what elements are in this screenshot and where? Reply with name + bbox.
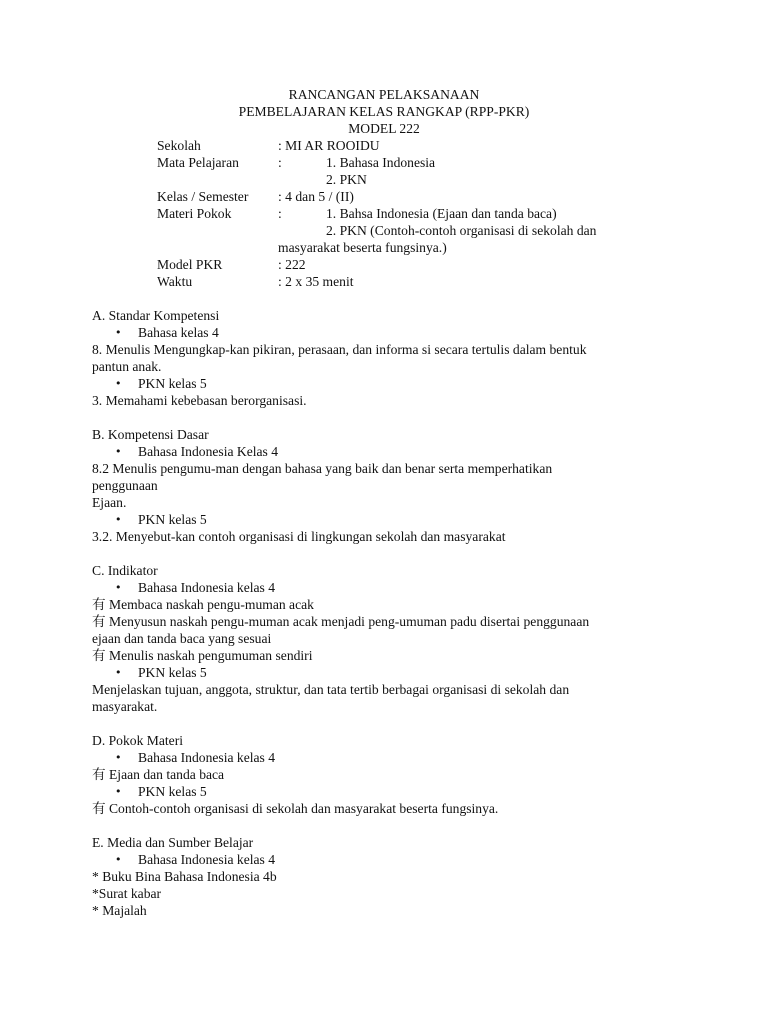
bullet-label: Bahasa Indonesia kelas 4 [138,852,276,867]
waktu-label: Waktu [157,274,193,289]
materi-label: Materi Pokok [157,206,232,221]
bullet-label: Bahasa Indonesia kelas 4 [138,580,276,595]
section-e-source-2: *Surat kabar [92,886,162,901]
bullet-label: PKN kelas 5 [138,376,207,391]
mapel-item-2: 2. PKN [326,172,367,187]
section-b-bullet-1 [118,443,278,460]
model-value: : 222 [278,257,306,272]
materi-item-1: 1. Bahsa Indonesia (Ejaan dan tanda baca) [326,206,557,221]
waktu-value: : 2 x 35 menit [278,274,354,289]
section-a-bullet-1 [118,324,219,341]
section-b-heading: B. Kompetensi Dasar [92,427,209,442]
doc-title-line-2: PEMBELAJARAN KELAS RANGKAP (RPP-PKR) [238,104,530,119]
section-c-bullet-1 [118,579,275,596]
section-c-item-2b: ejaan dan tanda baca yang sesuai [92,631,272,646]
bullet-label: Bahasa kelas 4 [138,325,219,340]
section-d-item-2: 有 Contoh-contoh organisasi di sekolah dan masyarakat beserta fungsinya. [92,801,499,816]
materi-item-2: 2. PKN (Contoh-contoh organisasi di sekolah dan [326,223,597,238]
section-c-item-1: 有 Membaca naskah pengu-muman acak [92,597,314,612]
section-d-heading: D. Pokok Materi [92,733,183,748]
kelas-label: Kelas / Semester [157,189,249,204]
bullet-label: Bahasa Indonesia Kelas 4 [138,444,279,459]
doc-title-line-3: MODEL 222 [348,121,420,136]
sekolah-value: : MI AR ROOIDU [278,138,380,153]
section-c-item-2a: 有 Menyusun naskah pengu-muman acak menjadi peng-umuman padu disertai penggunaan [92,614,590,629]
section-e-source-3: * Majalah [92,903,147,918]
section-b-text-2: 3.2. Menyebut-kan contoh organisasi di lingkungan sekolah dan masyarakat [92,529,506,544]
sekolah-label: Sekolah [157,138,201,153]
bullet-label: PKN kelas 5 [138,512,207,527]
mapel-item-1: 1. Bahasa Indonesia [326,155,436,170]
section-c-text-2b: masyarakat. [92,699,158,714]
section-a-text-1b: pantun anak. [92,359,162,374]
section-b-text-1a: 8.2 Menulis pengumu-man dengan bahasa yang baik dan benar serta memperhatikan [92,461,553,476]
materi-item-2-cont: masyarakat beserta fungsinya.) [278,240,447,255]
section-e-bullet-1 [118,851,275,868]
bullet-label: Bahasa Indonesia kelas 4 [138,750,276,765]
section-d-bullet-2 [118,783,207,800]
bullet-label: PKN kelas 5 [138,784,207,799]
materi-colon: : [278,206,282,221]
section-c-bullet-2 [118,664,207,681]
mapel-colon: : [278,155,282,170]
section-e-heading: E. Media dan Sumber Belajar [92,835,254,850]
bullet-label: PKN kelas 5 [138,665,207,680]
section-b-text-1b: penggunaan [92,478,158,493]
section-a-text-1a: 8. Menulis Mengungkap-kan pikiran, perasaan, dan informa si secara tertulis dalam bentuk [92,342,587,357]
section-a-bullet-2 [118,375,207,392]
section-a-heading: A. Standar Kompetensi [92,308,220,323]
section-d-item-1: 有 Ejaan dan tanda baca [92,767,225,782]
section-d-bullet-1 [118,749,275,766]
mapel-label: Mata Pelajaran [157,155,239,170]
model-label: Model PKR [157,257,223,272]
kelas-value: : 4 dan 5 / (II) [278,189,354,204]
section-c-item-3: 有 Menulis naskah pengumuman sendiri [92,648,313,663]
section-b-text-1c: Ejaan. [92,495,127,510]
section-c-text-2a: Menjelaskan tujuan, anggota, struktur, dan tata tertib berbagai organisasi di sekolah dan [92,682,570,697]
section-a-text-2: 3. Memahami kebebasan berorganisasi. [92,393,307,408]
doc-title-line-1: RANCANGAN PELAKSANAAN [288,87,480,102]
section-c-heading: C. Indikator [92,563,158,578]
section-e-source-1: * Buku Bina Bahasa Indonesia 4b [92,869,277,884]
section-b-bullet-2 [118,511,207,528]
